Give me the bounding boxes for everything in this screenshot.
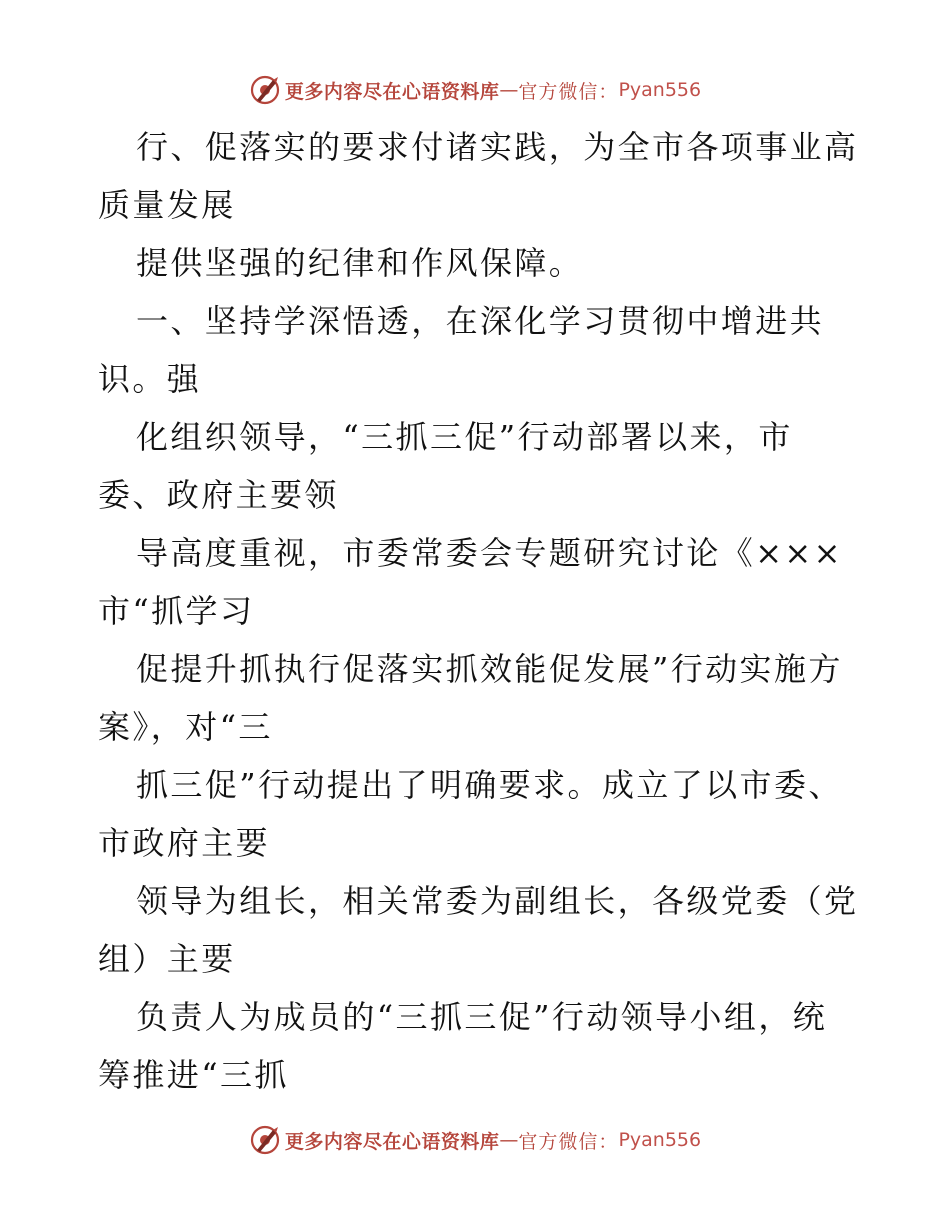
watermark-main-text: 更多内容尽在心语资料库: [284, 80, 500, 103]
text-line: 提供坚强的纪律和作风保障。: [136, 244, 584, 282]
text-line: 负责人为成员的“三抓三促”行动领导小组，统: [136, 998, 828, 1036]
text-line: 市“抓学习: [98, 592, 255, 630]
text-line: 识。强: [98, 360, 202, 398]
text-line: 组）主要: [98, 940, 236, 978]
watermark-wechat-id: Pyan556: [618, 1129, 702, 1151]
watermark-main-text: 更多内容尽在心语资料库: [284, 1130, 500, 1153]
document-body: [98, 118, 858, 1104]
text-line: 委、政府主要领: [98, 476, 339, 514]
section-heading-line: 一、坚持学深悟透，在深化学习贯彻中增进共: [136, 302, 825, 340]
text-line: 化组织领导，“三抓三促”行动部署以来，市: [136, 418, 793, 456]
text-line: 抓三促”行动提出了明确要求。成立了以市委、: [136, 766, 843, 804]
header-watermark: [0, 70, 950, 110]
watermark-dash: —: [499, 79, 519, 101]
watermark-dash: —: [499, 1129, 519, 1151]
text-line: 市政府主要: [98, 824, 271, 862]
quill-pen-logo-icon: [249, 1124, 281, 1156]
watermark-wechat-id: Pyan556: [618, 79, 702, 101]
text-line: 导高度重视，市委常委会专题研究讨论《×××: [136, 534, 843, 572]
text-line: 促提升抓执行促落实抓效能促发展”行动实施方: [136, 650, 843, 688]
text-line: 案》，对“三: [98, 708, 273, 746]
watermark-wechat-label: 官方微信：: [518, 1130, 619, 1153]
quill-pen-logo-icon: [249, 74, 281, 106]
watermark-wechat-label: 官方微信：: [518, 80, 619, 103]
text-line: 质量发展: [98, 186, 236, 224]
text-line: 领导为组长，相关常委为副组长，各级党委（党: [136, 882, 858, 920]
text-line: 行、促落实的要求付诸实践，为全市各项事业高: [136, 128, 858, 166]
text-line: 筹推进“三抓: [98, 1056, 289, 1094]
footer-watermark: [0, 1120, 950, 1160]
